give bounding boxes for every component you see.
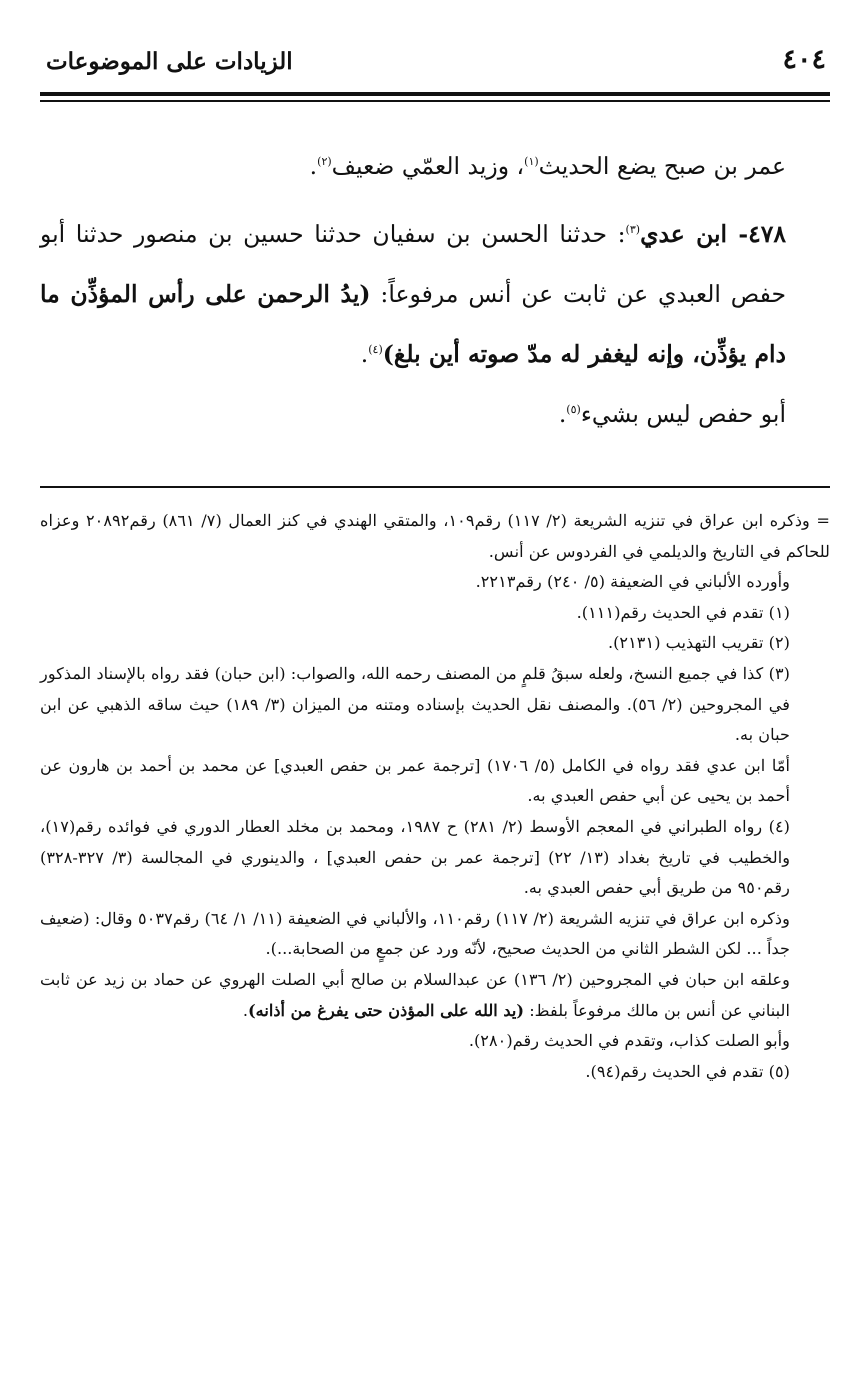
footnote-continuation-2: وأورده الألباني في الضعيفة (٥/ ٢٤٠) رقم٢٢١٣.	[475, 572, 790, 592]
footnote-ref-5: (٥)	[566, 403, 581, 417]
footnote-ref-1: (١)	[524, 155, 539, 169]
footnote-continuation: = وذكره ابن عراق في تنزيه الشريعة (٢/ ١١٧) رقم١٠٩، والمتقي الهندي في كنز العمال (٧/ ٨٦١) رقم٢٠٨٩٢ وعزاه للحاكم في التاريخ والديلمي في الفردوس عن أنس.	[40, 511, 830, 561]
footnote-4-continued: وذكره ابن عراق في تنزيه الشريعة (٢/ ١١٧) رقم١١٠، والألباني في الضعيفة (١١/ ١/ ٦٤) رقم٥٠٣٧ وقال: (ضعيف جداً ... لكن الشطر الثاني من الحديث صحيح، لأنّه ورد عن جمعٍ من الصحابة...).	[40, 908, 790, 959]
opening-line: عمر بن صبح يضع الحديث$^{(١)}$، وزيد العمّي ضعيف$^{(٢)}$.	[309, 152, 786, 180]
footnotes	[40, 506, 830, 1087]
header-rule-thick	[40, 92, 830, 96]
footnote-3-continued: أمّا ابن عدي فقد رواه في الكامل (٥/ ١٧٠٦) [ترجمة عمر بن حفص العبدي] عن محمد بن أحمد بن هارون عن أحمد بن يحيى عن أبي حفص العبدي به.	[40, 755, 790, 806]
footnote-1: (١) تقدم في الحديث رقم(١١١).	[576, 602, 790, 622]
running-title: الزيادات على الموضوعات	[46, 48, 293, 75]
footnote-ref-3: (٣)	[625, 223, 641, 237]
footnote-5: (٥) تقدم في الحديث رقم(٩٤).	[585, 1061, 790, 1081]
closing-line: أبو حفص ليس بشيء$^{(٥)}$.	[558, 400, 786, 428]
footnote-separator	[40, 486, 830, 488]
hadith-number: ٤٧٨-	[727, 220, 786, 248]
footnote-ref-2: (٢)	[317, 155, 332, 169]
footnote-4-continued-3: وأبو الصلت كذاب، وتقدم في الحديث رقم(٢٨٠).	[468, 1031, 790, 1051]
footnote-hadith-quote: (يد الله على المؤذن حتى يفرغ من أذانه)	[248, 1000, 525, 1020]
hadith-478: ٤٧٨- ابن عدي$^{(٣)}$: حدثنا الحسن بن سفيان حدثنا حسين بن منصور حدثنا أبو حفص العبدي عن ثابت عن أنس مرفوعاً: (يدُ الرحمن على رأس المؤذِّن ما دام يؤذِّن، وإنه ليغفر له مدّ صوته أين بلغ)$^{(٤)}$.	[40, 220, 786, 368]
footnote-3: (٣) كذا في جميع النسخ، ولعله سبقُ قلمٍ من المصنف رحمه الله، والصواب: (ابن حبان) فقد رواه بالإسناد المذكور في المجروحين (٢/ ٥٦). والمصنف نقل الحديث بإسناده ومتنه من الميزان (٣/ ١٨٩) حيث ساقه الذهبي عن ابن حبان به.	[40, 663, 790, 745]
header-rule-thin	[40, 100, 830, 102]
hadith-narrator: ابن عدي	[640, 220, 728, 248]
footnote-4-continued-2: وعلقه ابن حبان في المجروحين (٢/ ١٣٦) عن عبدالسلام بن صالح أبي الصلت الهروي عن حماد بن زيد عن ثابت البناني عن أنس بن مالك مرفوعاً بلفظ: (يد الله على المؤذن حتى يفرغ من أذانه).	[40, 969, 790, 1020]
main-text	[40, 136, 830, 444]
book-page	[40, 0, 830, 1385]
footnote-ref-4: (٤)	[368, 343, 383, 357]
hadith-chain: : حدثنا الحسن بن سفيان حدثنا حسين بن منصور حدثنا أبو حفص العبدي عن ثابت عن أنس مرفوعاً:	[40, 220, 786, 308]
footnote-4: (٤) رواه الطبراني في المعجم الأوسط (٢/ ٢٨١) ح ١٩٨٧، ومحمد بن مخلد العطار الدوري في فوائده رقم(١٧)، والخطيب في تاريخ بغداد (١٣/ ٢٢) [ترجمة عمر بن حفص العبدي] ، والدينوري في المجالسة (٣/ ٣٢٧-٣٢٨) رقم٩٥٠ من طريق أبي حفص العبدي به.	[40, 816, 791, 898]
page-number: ٤٠٤	[782, 44, 826, 75]
footnote-2: (٢) تقريب التهذيب (٢١٣١).	[607, 633, 790, 653]
hadith-matn: (يدُ الرحمن على رأس المؤذِّن ما دام يؤذِّن، وإنه ليغفر له مدّ صوته أين بلغ)	[40, 280, 786, 368]
page-header	[40, 44, 830, 88]
